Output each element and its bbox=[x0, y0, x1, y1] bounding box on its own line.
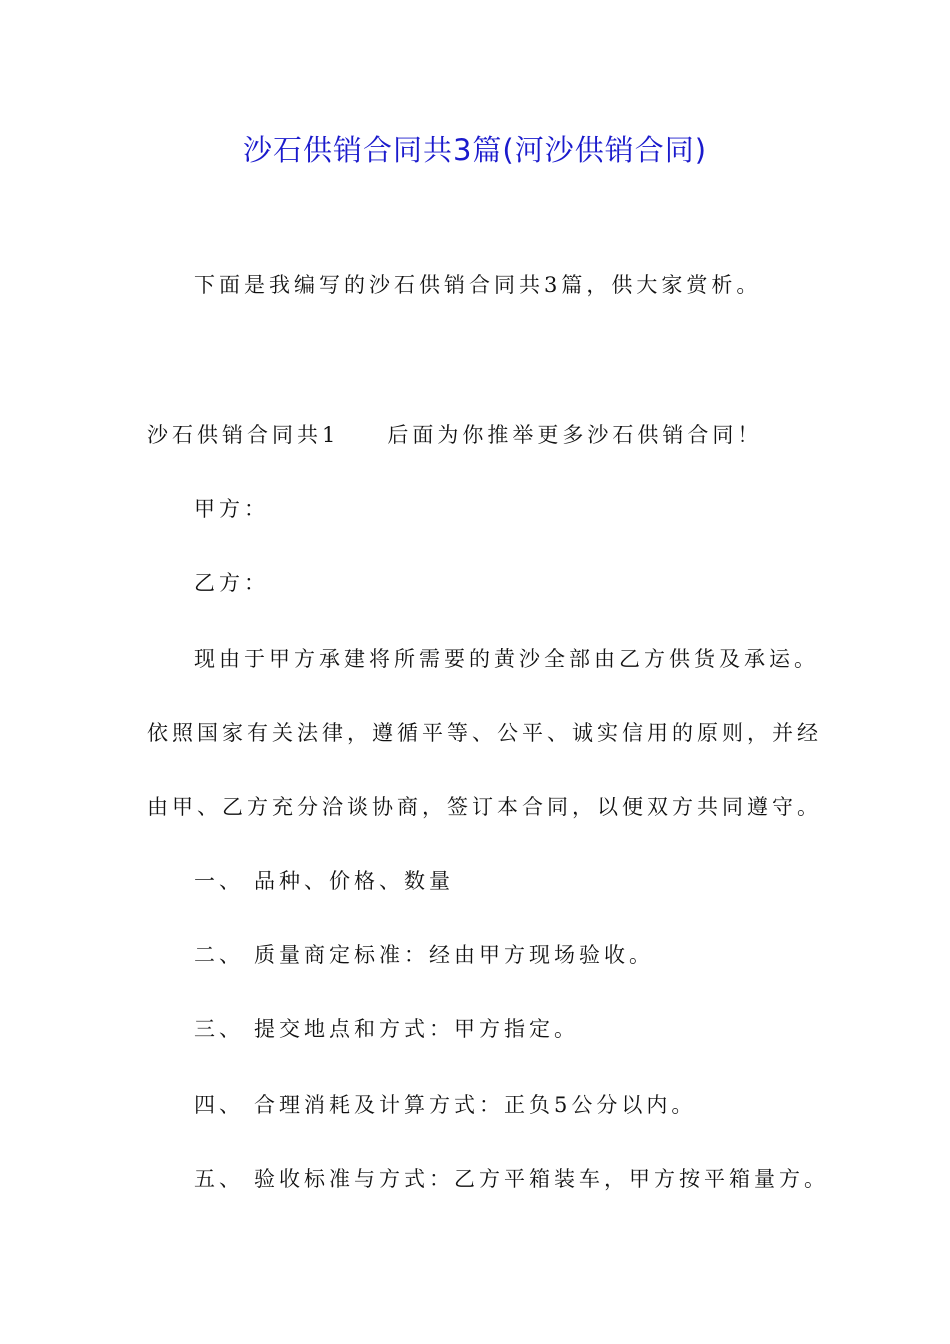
section-heading: 沙石供销合同共1 bbox=[147, 423, 340, 447]
clause-item bbox=[194, 1164, 874, 1194]
clause-number: 二、 bbox=[194, 943, 244, 967]
clause-number: 一、 bbox=[194, 869, 244, 893]
clause-text: 提交地点和方式：甲方指定。 bbox=[254, 1017, 579, 1041]
section-heading-line bbox=[147, 420, 827, 450]
document-title: 沙石供销合同共3篇(河沙供销合同) bbox=[242, 133, 708, 167]
body-line: 由甲、乙方充分洽谈协商，签订本合同，以便双方共同遵守。 bbox=[147, 795, 822, 819]
clause-number: 三、 bbox=[194, 1017, 244, 1041]
clause-item bbox=[194, 1090, 874, 1120]
clause-item bbox=[194, 866, 874, 896]
section-note: 后面为你推举更多沙石供销合同！ bbox=[387, 423, 763, 447]
clause-number: 四、 bbox=[194, 1093, 244, 1117]
clause-text: 验收标准与方式：乙方平箱装车，甲方按平箱量方。 bbox=[254, 1167, 829, 1191]
body-line: 依照国家有关法律，遵循平等、公平、诚实信用的原则，并经 bbox=[147, 721, 822, 745]
clause-text: 质量商定标准：经由甲方现场验收。 bbox=[254, 943, 654, 967]
party-b-label: 乙方： bbox=[194, 571, 269, 595]
intro-paragraph: 下面是我编写的沙石供销合同共3篇，供大家赏析。 bbox=[194, 273, 762, 297]
party-a-label: 甲方： bbox=[194, 497, 269, 521]
clause-item bbox=[194, 1014, 874, 1044]
clause-text: 合理消耗及计算方式：正负5公分以内。 bbox=[254, 1093, 697, 1117]
body-line: 现由于甲方承建将所需要的黄沙全部由乙方供货及承运。 bbox=[194, 647, 819, 671]
clause-number: 五、 bbox=[194, 1167, 244, 1191]
clause-item bbox=[194, 940, 874, 970]
clause-text: 品种、价格、数量 bbox=[254, 869, 454, 893]
